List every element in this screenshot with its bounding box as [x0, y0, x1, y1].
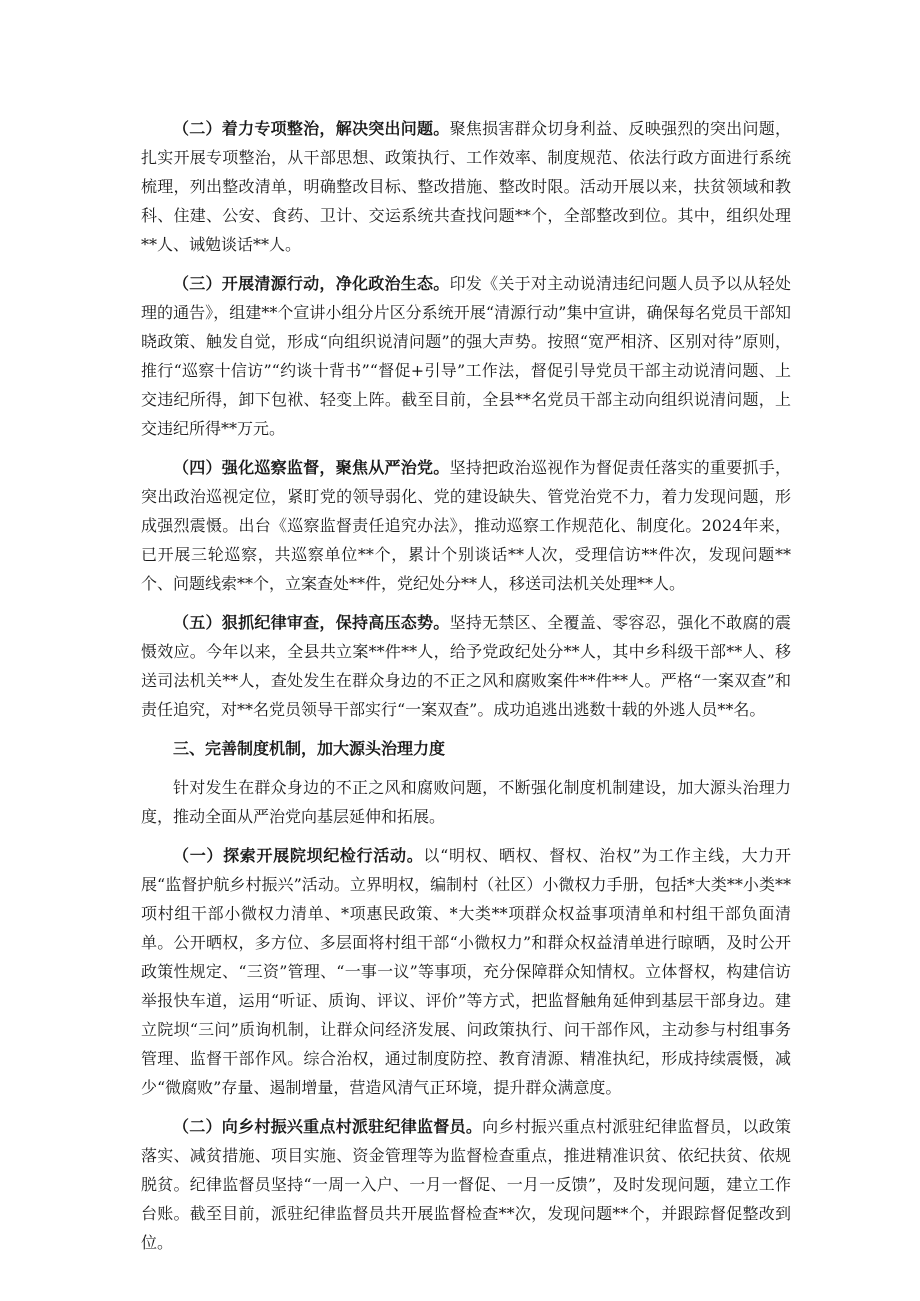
paragraph-heading: （四）强化巡察监督，聚焦从严治党。	[173, 458, 450, 477]
paragraph-text: 印发《关于对主动说清违纪问题人员予以从轻处理的通告》，组建**个宣讲小组分片区分系统开展“清源行动”集中宣讲，确保每名党员干部知晓政策、触发自觉，形成“向组织说清问题”的强大声势。按照“宽严相济、区别对待”原则，推行“巡察十信访”“约谈十背书”“督促+引导”工作法，督促引导党员干部主动说清问题、上交违纪所得，卸下包袱、轻变上阵。截至目前，全县**名党员干部主动向组织说清问题，上交违纪所得**万元。	[141, 274, 791, 438]
paragraph-inspection-supervision	[141, 453, 791, 598]
paragraph-heading: （二）向乡村振兴重点村派驻纪律监督员。	[173, 1117, 483, 1136]
section-heading-three: 三、完善制度机制，加大源头治理力度	[173, 739, 446, 758]
paragraph-courtyard-inspection	[141, 841, 791, 1102]
paragraph-heading: （三）开展清源行动，净化政治生态。	[173, 274, 450, 293]
paragraph-text: 针对发生在群众身边的不正之风和腐败问题，不断强化制度机制建设，加大源头治理力度，推动全面从严治党向基层延伸和拓展。	[141, 778, 791, 826]
paragraph-heading: （一）探索开展院坝纪检行活动。	[173, 846, 424, 865]
paragraph-section-intro	[141, 773, 791, 831]
paragraph-special-rectification	[141, 114, 791, 259]
paragraph-heading: （五）狠抓纪律审查，保持高压态势。	[173, 613, 450, 632]
paragraph-text: 坚持把政治巡视作为督促责任落实的重要抓手，突出政治巡视定位，紧盯党的领导弱化、党的建设缺失、管党治党不力，着力发现问题，形成强烈震慑。出台《巡察监督责任追究办法》，推动巡察工作规范化、制度化。2024年来，已开展三轮巡察，共巡察单位**个，累计个别谈话**人次，受理信访**件次，发现问题**个、问题线索**个，立案查处**件，党纪处分**人，移送司法机关处理**人。	[141, 458, 791, 593]
document-body	[141, 114, 791, 1267]
paragraph-text: 以“明权、晒权、督权、治权”为工作主线，大力开展“监督护航乡村振兴”活动。立界明权，编制村（社区）小微权力手册，包括*大类**小类**项村组干部小微权力清单、*项惠民政策、*大类**项群众权益事项清单和村组干部负面清单。公开晒权，多方位、多层面将村组干部“小微权力”和群众权益清单进行晾晒，及时公开政策性规定、“三资”管理、“一事一议”等事项，充分保障群众知情权。立体督权，构建信访举报快车道，运用“听证、质询、评议、评价”等方式，把监督触角延伸到基层干部身边。建立院坝“三问”质询机制，让群众问经济发展、问政策执行、问干部作风，主动参与村组事务管理、监督干部作风。综合治权，通过制度防控、教育清源、精准执纪，形成持续震慑，减少“微腐败”存量、遏制增量，营造风清气正环境，提升群众满意度。	[141, 846, 791, 1097]
paragraph-text: 向乡村振兴重点村派驻纪律监督员，以政策落实、减贫措施、项目实施、资金管理等为监督检查重点，推进精准识贫、依纪扶贫、依规脱贫。纪律监督员坚持“一周一入户、一月一督促、一月一反馈”，及时发现问题，建立工作台账。截至目前，派驻纪律监督员共开展监督检查**次，发现问题**个，并跟踪督促整改到位。	[141, 1117, 791, 1252]
paragraph-discipline-review	[141, 608, 791, 724]
paragraph-text: 聚焦损害群众切身利益、反映强烈的突出问题，扎实开展专项整治，从干部思想、政策执行、工作效率、制度规范、依法行政方面进行系统梳理，列出整改清单，明确整改目标、整改措施、整改时限。活动开展以来，扶贫领域和教科、住建、公安、食药、卫计、交运系统共查找问题**个，全部整改到位。其中，组织处理**人、诫勉谈话**人。	[141, 119, 791, 254]
paragraph-heading: （二）着力专项整治，解决突出问题。	[173, 119, 450, 138]
paragraph-qingyuan-action	[141, 269, 791, 443]
paragraph-discipline-supervisor	[141, 1112, 791, 1257]
paragraph-text: 坚持无禁区、全覆盖、零容忍，强化不敢腐的震慑效应。今年以来，全县共立案**件**人，给予党政纪处分**人，其中乡科级干部**人、移送司法机关**人，查处发生在群众身边的不正之风和腐败案件**件**人。严格“一案双查”和责任追究，对**名党员领导干部实行“一案双查”。成功追逃出逃数十载的外逃人员**名。	[141, 613, 791, 719]
